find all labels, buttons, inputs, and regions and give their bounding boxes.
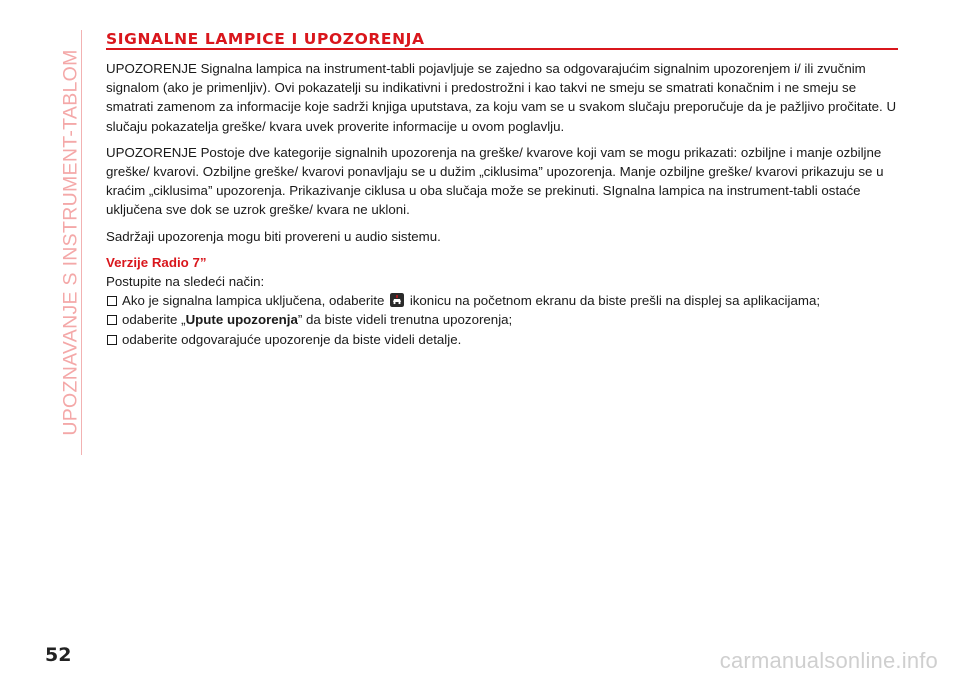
checkbox-bullet-icon xyxy=(107,296,117,306)
subsection-heading: Verzije Radio 7” xyxy=(106,254,207,270)
paragraph-warning-2: UPOZORENJE Postoje dve kategorije signalnih upozorenja na greške/ kvarove koji vam se mogu prikazati: ozbiljne i manje ozbiljne greške/ kvarovi. Ozbiljne greške/ kvarovi ponavljaju se u dužim „ciklusima” upozorenja. Manje ozbiljne greške/ kvarovi prikazuju se u kraćim „ciklusima” upozorenja. Prikazivanje ciklusa u oba slučaja može se prekinuti. SIgnalna lampica na instrument-tabli ostaće uključena sve dok se uzrok greške/ kvara ne ukloni. xyxy=(106,144,884,218)
menu-reference: Upute upozorenja xyxy=(185,312,298,328)
main-content xyxy=(106,59,898,349)
list-item xyxy=(106,330,898,349)
title-underline xyxy=(106,48,898,50)
list-item-text: odaberite odgovarajuće upozorenje da biste videli detalje. xyxy=(122,331,462,347)
checkbox-bullet-icon xyxy=(107,315,117,325)
list-item-text: odaberite „Upute upozorenja” da biste videli trenutna upozorenja; xyxy=(122,312,513,328)
paragraph-audio: Sadržaji upozorenja mogu biti provereni u audio sistemu. xyxy=(106,228,441,244)
list-item xyxy=(106,310,898,329)
sidebar-divider xyxy=(81,30,82,455)
sidebar-chapter-label: UPOZNAVANJE S INSTRUMENT-TABLOM xyxy=(59,49,82,436)
watermark: carmanualsonline.info xyxy=(719,648,938,673)
subsection-intro: Postupite na sledeći način: xyxy=(106,274,265,290)
list-item xyxy=(106,291,898,310)
section-title: SIGNALNE LAMPICE I UPOZORENJA xyxy=(106,30,425,48)
list-item-text: Ako je signalna lampica uključena, odaberite ikonicu na početnom ekranu da biste prešli na displej sa aplikacijama; xyxy=(122,293,821,309)
checkbox-bullet-icon xyxy=(107,335,117,345)
paragraph-warning-1: UPOZORENJE Signalna lampica na instrument-tabli pojavljuje se zajedno sa odgovarajućim signalnim upozorenjem i/ ili zvučnim signalom (ako je primenljiv). Ovi pokazatelji su indikativni i predostrožni i kao takvi ne smeju se smatrati konačnim i ne smeju se smatrati zamenom za informacije koje sadrži knjiga uputstava, za koju vam se u svakom slučaju preporučuje da je pažljivo pročitate. U slučaju pokazatelja greške/ kvara uvek proverite informacije u ovom poglavlju. xyxy=(106,61,897,134)
car-info-icon xyxy=(390,293,404,307)
page-number: 52 xyxy=(45,644,72,666)
